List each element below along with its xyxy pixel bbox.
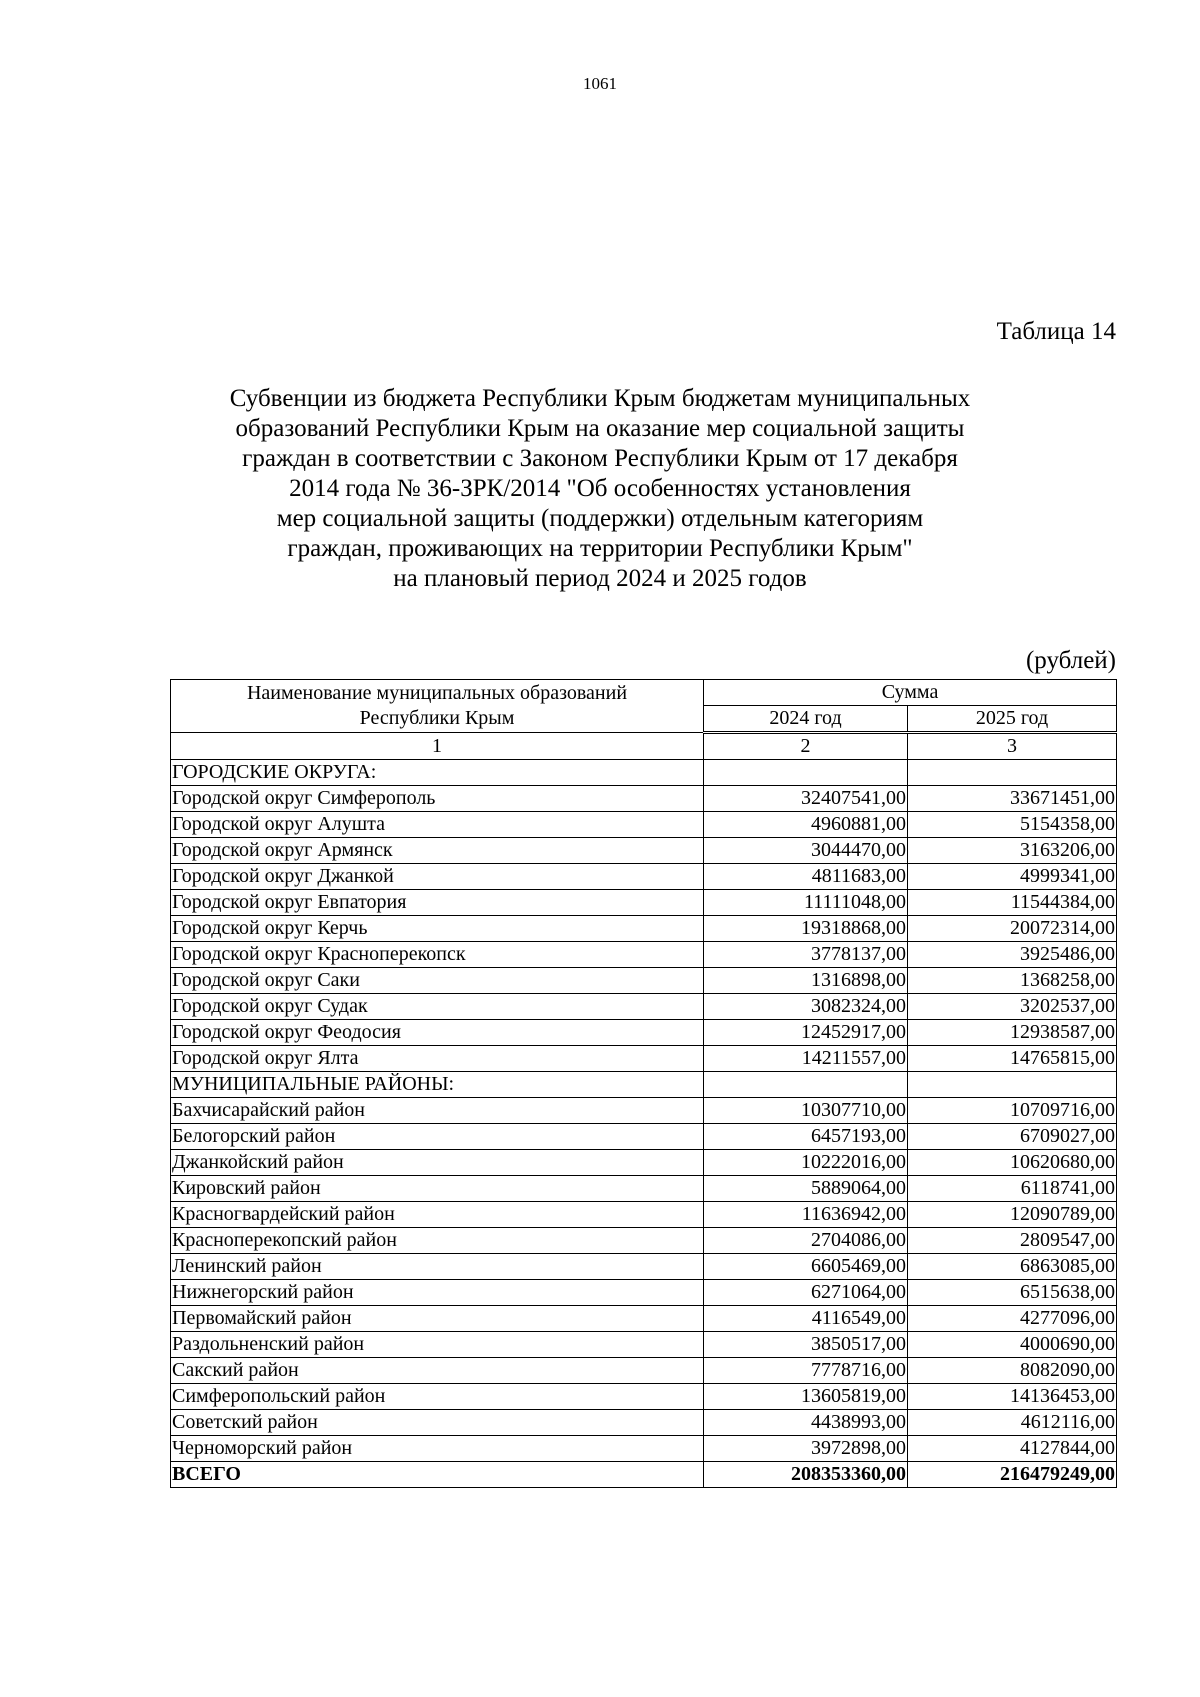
- row-name: Городской округ Ялта: [171, 1046, 704, 1072]
- row-name: Белогорский район: [171, 1124, 704, 1150]
- column-index: 3: [908, 733, 1117, 760]
- row-name: Городской округ Красноперекопск: [171, 942, 704, 968]
- row-value-2024: 4438993,00: [704, 1410, 908, 1436]
- row-value-2025: 4612116,00: [908, 1410, 1117, 1436]
- table-row: [171, 1176, 1117, 1202]
- row-value-2024: 4811683,00: [704, 864, 908, 890]
- title-line: на плановый период 2024 и 2025 годов: [393, 565, 807, 592]
- row-value-2024: 6605469,00: [704, 1254, 908, 1280]
- units-label: (рублей): [1025, 647, 1116, 674]
- table-row: [171, 760, 1117, 786]
- row-value-2024: 10307710,00: [704, 1098, 908, 1124]
- column-index: 1: [171, 733, 704, 760]
- table-row: [171, 1358, 1117, 1384]
- title-line: 2014 года № 36-ЗРК/2014 "Об особенностях установления: [289, 475, 911, 502]
- table-row: [171, 812, 1117, 838]
- row-value-2025: 3925486,00: [908, 942, 1117, 968]
- total-label: ВСЕГО: [171, 1462, 704, 1488]
- row-value-2025: 3202537,00: [908, 994, 1117, 1020]
- table-row: [171, 1410, 1117, 1436]
- row-name: МУНИЦИПАЛЬНЫЕ РАЙОНЫ:: [171, 1072, 704, 1098]
- total-value-2025: 216479249,00: [908, 1462, 1117, 1488]
- row-value-2024: 6457193,00: [704, 1124, 908, 1150]
- row-value-2025: 4999341,00: [908, 864, 1117, 890]
- row-value-2025: [908, 1072, 1117, 1098]
- table-row: [171, 1202, 1117, 1228]
- row-value-2024: 4116549,00: [704, 1306, 908, 1332]
- row-value-2025: 14765815,00: [908, 1046, 1117, 1072]
- table-row: [171, 1046, 1117, 1072]
- row-value-2025: 6863085,00: [908, 1254, 1117, 1280]
- row-name: Городской округ Алушта: [171, 812, 704, 838]
- table-row: [171, 1150, 1117, 1176]
- row-name: Ленинский район: [171, 1254, 704, 1280]
- subsidy-table-container: [170, 679, 1116, 1488]
- title-line: граждан, проживающих на территории Республики Крым": [287, 535, 913, 562]
- row-name: Городской округ Евпатория: [171, 890, 704, 916]
- row-name: Черноморский район: [171, 1436, 704, 1462]
- row-value-2024: 3850517,00: [704, 1332, 908, 1358]
- row-value-2025: 6709027,00: [908, 1124, 1117, 1150]
- row-value-2025: 10620680,00: [908, 1150, 1117, 1176]
- table-label: Таблица 14: [996, 318, 1116, 345]
- table-row: [171, 1098, 1117, 1124]
- row-value-2024: 7778716,00: [704, 1358, 908, 1384]
- row-name: Кировский район: [171, 1176, 704, 1202]
- table-row: [171, 838, 1117, 864]
- row-name: Городской округ Джанкой: [171, 864, 704, 890]
- header-year-2025: 2025 год: [908, 706, 1117, 733]
- row-value-2024: 11111048,00: [704, 890, 908, 916]
- page-number: 1061: [583, 74, 617, 93]
- table-row: [171, 1072, 1117, 1098]
- row-value-2024: 3972898,00: [704, 1436, 908, 1462]
- row-value-2024: 19318868,00: [704, 916, 908, 942]
- table-body: [171, 760, 1117, 1488]
- table-row: [171, 864, 1117, 890]
- total-value-2024: 208353360,00: [704, 1462, 908, 1488]
- row-value-2025: 1368258,00: [908, 968, 1117, 994]
- row-value-2025: 11544384,00: [908, 890, 1117, 916]
- row-value-2024: 13605819,00: [704, 1384, 908, 1410]
- row-value-2024: 4960881,00: [704, 812, 908, 838]
- title-line: граждан в соответствии с Законом Республики Крым от 17 декабря: [242, 445, 958, 472]
- row-value-2025: 6118741,00: [908, 1176, 1117, 1202]
- row-name: ГОРОДСКИЕ ОКРУГА:: [171, 760, 704, 786]
- row-value-2024: [704, 760, 908, 786]
- row-value-2025: 8082090,00: [908, 1358, 1117, 1384]
- row-value-2024: 32407541,00: [704, 786, 908, 812]
- row-name: Городской округ Керчь: [171, 916, 704, 942]
- row-value-2025: 20072314,00: [908, 916, 1117, 942]
- table-row: [171, 942, 1117, 968]
- document-title: [150, 384, 1050, 594]
- row-name: Симферопольский район: [171, 1384, 704, 1410]
- header-name-line: Наименование муниципальных образований: [246, 682, 628, 704]
- table-row: [171, 916, 1117, 942]
- row-value-2025: 10709716,00: [908, 1098, 1117, 1124]
- row-value-2024: 3778137,00: [704, 942, 908, 968]
- row-value-2025: 12938587,00: [908, 1020, 1117, 1046]
- table-row: [171, 1228, 1117, 1254]
- title-line: Субвенции из бюджета Республики Крым бюджетам муниципальных: [229, 385, 971, 412]
- title-line: образований Республики Крым на оказание мер социальной защиты: [235, 415, 965, 442]
- row-name: Сакский район: [171, 1358, 704, 1384]
- row-value-2024: [704, 1072, 908, 1098]
- table-row: [171, 1332, 1117, 1358]
- table-row: [171, 1124, 1117, 1150]
- header-name-line: Республики Крым: [359, 707, 515, 729]
- row-name: Советский район: [171, 1410, 704, 1436]
- row-value-2024: 14211557,00: [704, 1046, 908, 1072]
- row-value-2025: [908, 760, 1117, 786]
- row-value-2025: 6515638,00: [908, 1280, 1117, 1306]
- table-row: [171, 1020, 1117, 1046]
- header-sum: Сумма: [704, 680, 1117, 706]
- row-name: Бахчисарайский район: [171, 1098, 704, 1124]
- table-row: [171, 1280, 1117, 1306]
- row-value-2025: 5154358,00: [908, 812, 1117, 838]
- row-value-2024: 2704086,00: [704, 1228, 908, 1254]
- table-row: [171, 1384, 1117, 1410]
- row-value-2025: 4277096,00: [908, 1306, 1117, 1332]
- row-value-2025: 4127844,00: [908, 1436, 1117, 1462]
- row-name: Красноперекопский район: [171, 1228, 704, 1254]
- row-value-2025: 14136453,00: [908, 1384, 1117, 1410]
- row-name: Городской округ Симферополь: [171, 786, 704, 812]
- row-name: Красногвардейский район: [171, 1202, 704, 1228]
- row-name: Городской округ Армянск: [171, 838, 704, 864]
- column-index: 2: [704, 733, 908, 760]
- row-value-2024: 10222016,00: [704, 1150, 908, 1176]
- row-name: Городской округ Феодосия: [171, 1020, 704, 1046]
- row-value-2024: 3044470,00: [704, 838, 908, 864]
- row-value-2024: 5889064,00: [704, 1176, 908, 1202]
- header-name-column: [171, 680, 704, 733]
- row-value-2024: 1316898,00: [704, 968, 908, 994]
- table-row: [171, 890, 1117, 916]
- row-name: Раздольненский район: [171, 1332, 704, 1358]
- row-name: Нижнегорский район: [171, 1280, 704, 1306]
- table-row: [171, 994, 1117, 1020]
- row-value-2025: 2809547,00: [908, 1228, 1117, 1254]
- title-line: мер социальной защиты (поддержки) отдельным категориям: [276, 505, 924, 532]
- table-row: [171, 1306, 1117, 1332]
- row-name: Первомайский район: [171, 1306, 704, 1332]
- row-value-2025: 3163206,00: [908, 838, 1117, 864]
- row-value-2025: 33671451,00: [908, 786, 1117, 812]
- table-row: [171, 1436, 1117, 1462]
- table-row: [171, 1254, 1117, 1280]
- row-value-2024: 11636942,00: [704, 1202, 908, 1228]
- row-name: Городской округ Саки: [171, 968, 704, 994]
- row-value-2024: 6271064,00: [704, 1280, 908, 1306]
- row-value-2025: 4000690,00: [908, 1332, 1117, 1358]
- subsidy-table: [170, 679, 1117, 1488]
- row-value-2024: 3082324,00: [704, 994, 908, 1020]
- row-value-2024: 12452917,00: [704, 1020, 908, 1046]
- row-name: Джанкойский район: [171, 1150, 704, 1176]
- table-row: [171, 786, 1117, 812]
- header-year-2024: 2024 год: [704, 706, 908, 733]
- row-value-2025: 12090789,00: [908, 1202, 1117, 1228]
- total-row: [171, 1462, 1117, 1488]
- table-row: [171, 968, 1117, 994]
- row-name: Городской округ Судак: [171, 994, 704, 1020]
